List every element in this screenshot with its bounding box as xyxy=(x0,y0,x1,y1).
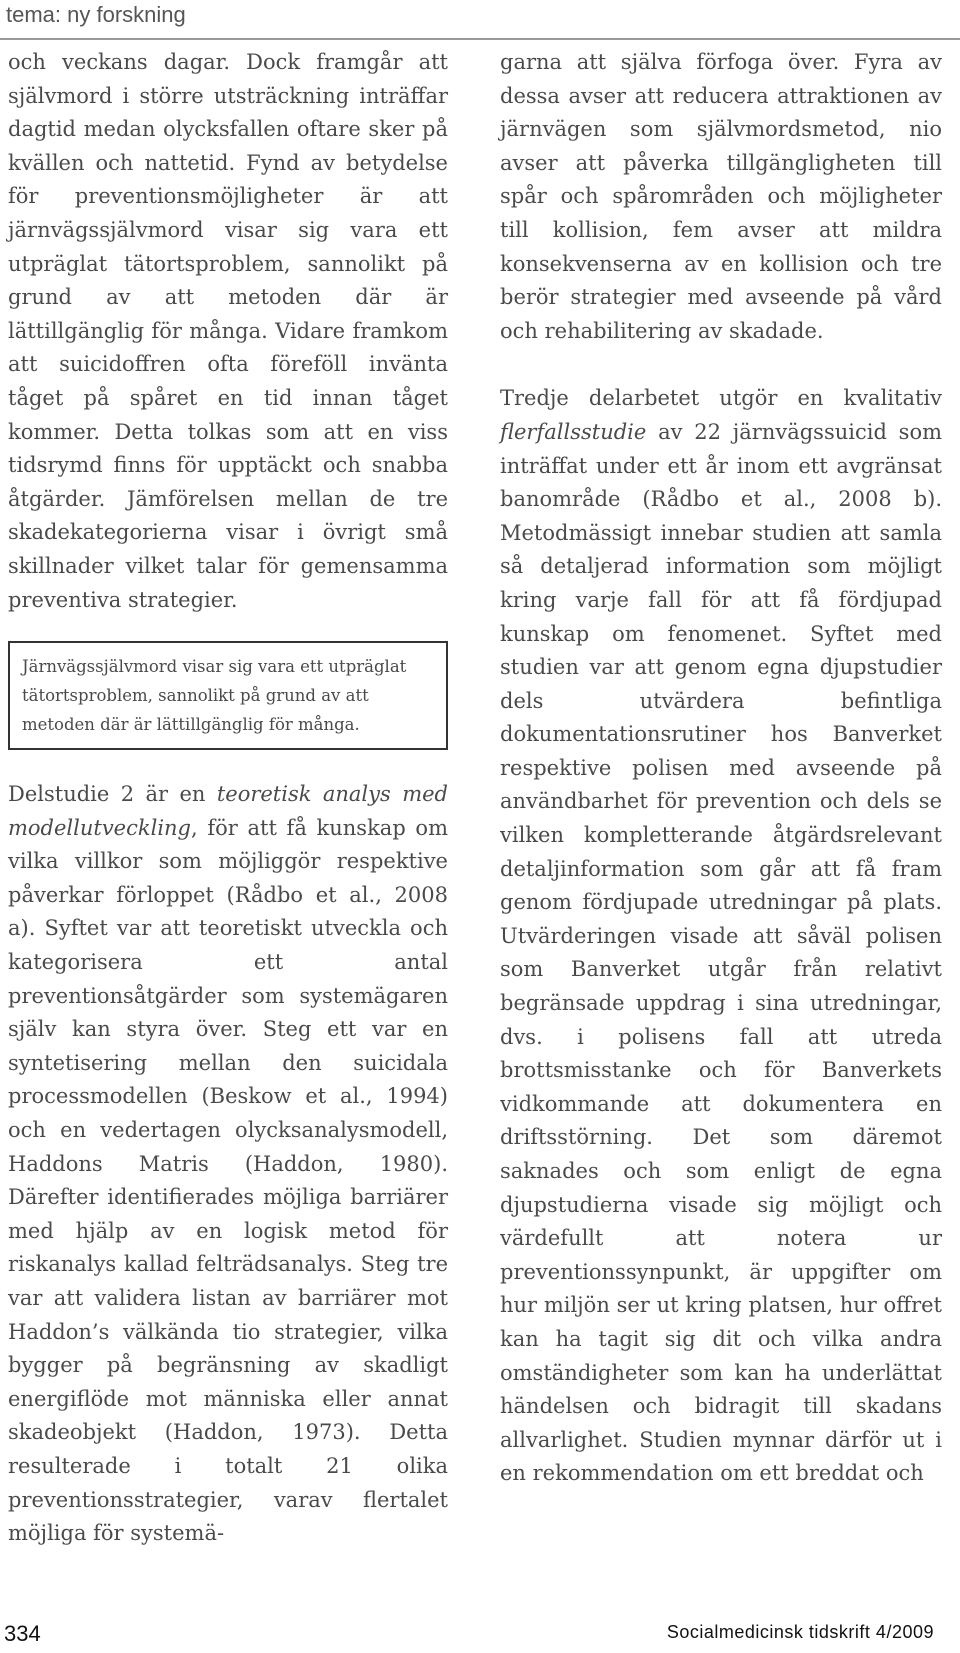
paragraph-spacer xyxy=(500,348,942,382)
paragraph-text: , för att få kunskap om vilka villkor som möjliggör respektive påverkar förloppet (Rådbo et al., 2008 a). Syftet var att teoretiskt utveckla och kategorisera ett antal preventionsåtgärder som systemägaren själv kan styra över. Steg ett var en syntetisering mellan den suicidala processmodellen (Beskow et al., 1994) och en vedertagen olycksanalysmodell, Haddons Matris (Haddon, 1980). Därefter identifierades möjliga barriärer med hjälp av en logisk metod för riskanalys kallad felträdsanalys. Steg tre var att validera listan av barriärer mot Haddon’s välkända tio strategier, vilka bygger på begränsning av skadligt energiflöde mot människa eller annat skadeobjekt (Haddon, 1973). Detta resulterade i totalt 21 olika preventionsstrategier, varav flertalet möjliga för systemä- xyxy=(8,815,448,1546)
pull-quote-text: Järnvägssjälvmord visar sig vara ett utpräglat tätortsproblem, sannolikt på grund av att metoden där är lättillgänglig för många. xyxy=(22,657,407,735)
page-number: 334 xyxy=(4,1621,41,1646)
body-paragraph xyxy=(500,382,942,1491)
paragraph-text: Tredje delarbetet utgör en kvalitativ xyxy=(500,386,942,411)
pull-quote-box xyxy=(8,641,448,750)
right-column xyxy=(500,46,942,1491)
header-rule xyxy=(0,38,960,40)
paragraph-text: Delstudie 2 är en xyxy=(8,782,217,807)
journal-title: Socialmedicinsk tidskrift 4/2009 xyxy=(666,1622,934,1642)
italic-phrase: teoretisk analys med modellutveckling xyxy=(8,782,448,840)
paragraph-text: av 22 järnvägssuicid som inträffat under ett år inom ett avgränsat banområde (Rådbo et al., 2008 b). Metodmässigt innebar studien att samla så detaljerad information som möjligt kring varje fall för att få fördjupad kunskap om fenomenet. Syftet med studien var att genom egna djupstudier dels utvärdera befintliga dokumentationsrutiner hos Banverket respektive polisen med avseende på användbarhet för prevention och dels se vilken kompletterande åtgärdsrelevant detaljinformation som går att få fram genom fördjupade utredningar på plats. Utvärderingen visade att såväl polisen som Banverket utgår från relativt begränsade uppdrag i sina utredningar, dvs. i polisens fall att utreda brottsmisstanke och för Banverkets vidkommande att dokumentera en driftsstörning. Det som däremot saknades och som enligt de egna djupstudierna visade sig möjligt och värdefullt att notera ur preventionssynpunkt, är uppgifter om hur miljön ser ut kring platsen, hur offret kan ha tagit sig dit och vilka andra omständigheter som kan ha underlättat händelsen och bidragit till skadans allvarlighet. Studien mynnar därför ut i en rekommendation om ett breddat och xyxy=(500,419,942,1486)
left-column xyxy=(8,46,448,1551)
italic-phrase: flerfallsstudie xyxy=(500,419,647,444)
body-paragraph xyxy=(8,778,448,1551)
body-paragraph: och veckans dagar. Dock framgår att självmord i större utsträckning inträffar dagtid medan olycksfallen oftare sker på kvällen och nattetid. Fynd av betydelse för preventionsmöjligheter är att järnvägssjälvmord visar sig vara ett utpräglat tätortsproblem, sannolikt på grund av att metoden där är lättillgänglig för många. Vidare framkom att suicidoffren ofta föreföll invänta tåget på spåret en tid innan tåget kommer. Detta tolkas som att en viss tidsrymd finns för upptäckt och snabba åtgärder. Jämförelsen mellan de tre skadekategorierna visar i övrigt små skillnader vilket talar för gemensamma preventiva strategier. xyxy=(8,50,448,612)
body-paragraph: garna att själva förfoga över. Fyra av dessa avser att reducera attraktionen av järnvägen som självmordsmetod, nio avser att påverka tillgängligheten till spår och spårområden och möjligheter till kollision, fem avser att mildra konsekvenserna av en kollision och tre berör strategier med avseende på vård och rehabilitering av skadade. xyxy=(500,50,942,343)
section-header: tema: ny forskning xyxy=(6,2,186,27)
